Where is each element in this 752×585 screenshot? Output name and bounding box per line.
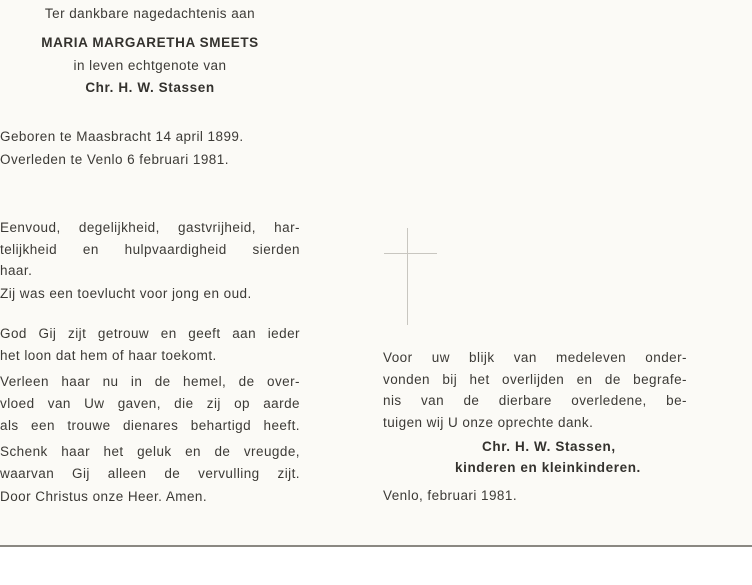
- prayer-line: als een trouwe dienares behartigd heeft.: [0, 418, 300, 433]
- virtues-line: telijkheid en hulpvaardigheid sierden: [0, 242, 300, 257]
- relation-line: in leven echtgenote van: [73, 58, 227, 73]
- signature-line: kinderen en kleinkinderen.: [455, 460, 641, 475]
- thanks-line: nis van de dierbare overledene, be-: [383, 393, 687, 408]
- refuge-line: Zij was een toevlucht voor jong en oud.: [0, 286, 252, 301]
- prayer-line: waarvan Gij alleen de vervulling zijt.: [0, 466, 300, 481]
- cross-icon: [384, 253, 437, 254]
- prayer-line: het loon dat hem of haar toekomt.: [0, 348, 217, 363]
- prayer-line: vloed van Uw gaven, die zij op aarde: [0, 396, 300, 411]
- place-date: Venlo, februari 1981.: [383, 488, 518, 503]
- thanks-line: Voor uw blijk van medeleven onder-: [383, 350, 687, 365]
- virtues-line: Eenvoud, degelijkheid, gastvrijheid, har-: [0, 220, 300, 235]
- birth-line: Geboren te Maasbracht 14 april 1899.: [0, 129, 244, 144]
- signature-line: Chr. H. W. Stassen,: [482, 439, 616, 454]
- closing-line: Door Christus onze Heer. Amen.: [0, 489, 208, 504]
- thanks-line: vonden bij het overlijden en de begrafe-: [383, 372, 687, 387]
- deceased-name: MARIA MARGARETHA SMEETS: [41, 35, 259, 50]
- cross-icon: [407, 228, 408, 325]
- prayer-line: Verleen haar nu in de hemel, de over-: [0, 374, 300, 389]
- dedication-line: Ter dankbare nagedachtenis aan: [44, 6, 256, 21]
- spouse-name: Chr. H. W. Stassen: [85, 80, 215, 95]
- prayer-line: Schenk haar het geluk en de vreugde,: [0, 444, 300, 459]
- prayer-line: God Gij zijt getrouw en geeft aan ieder: [0, 326, 300, 341]
- virtues-line: haar.: [0, 263, 33, 278]
- thanks-line: tuigen wij U onze oprechte dank.: [383, 415, 594, 430]
- death-line: Overleden te Venlo 6 februari 1981.: [0, 152, 229, 167]
